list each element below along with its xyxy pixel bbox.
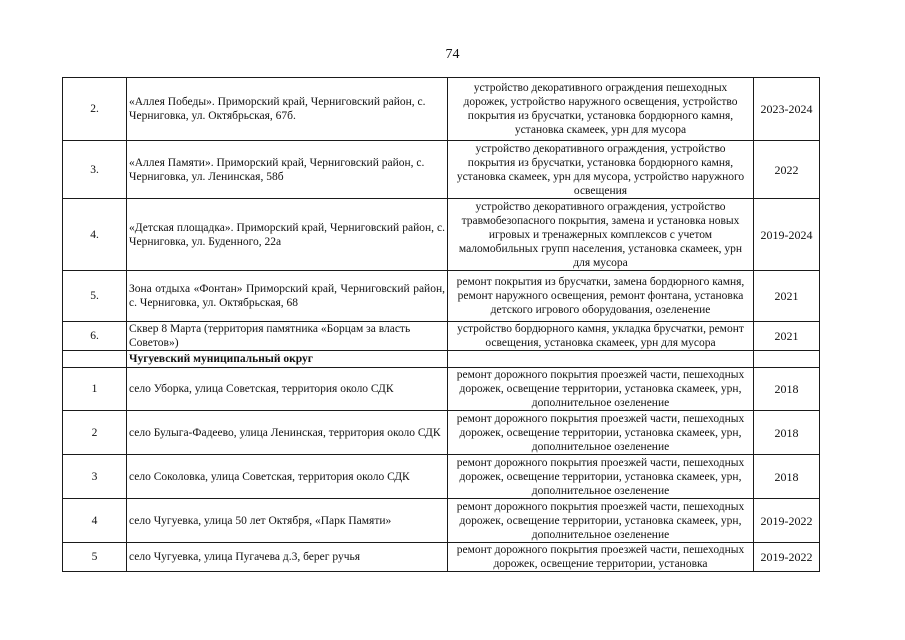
- works-table: [62, 77, 820, 572]
- years-cell: 2019-2022: [754, 543, 820, 572]
- table-row: [63, 411, 820, 455]
- table-row: [63, 455, 820, 499]
- years-cell: 2019-2022: [754, 499, 820, 543]
- table-row: [63, 199, 820, 271]
- location-cell: село Чугуевка, улица 50 лет Октября, «Парк Памяти»: [127, 499, 448, 543]
- years-cell: 2021: [754, 271, 820, 322]
- row-number: 1: [63, 368, 127, 411]
- years-cell: 2019-2024: [754, 199, 820, 271]
- table-row: [63, 78, 820, 141]
- works-cell: ремонт покрытия из брусчатки, замена бордюрного камня, ремонт наружного освещения, ремонт фонтана, установка детского игрового оборудования, озеленение: [448, 271, 754, 322]
- works-cell: ремонт дорожного покрытия проезжей части, пешеходных дорожек, освещение территории, установка скамеек, урн, дополнительное озеленение: [448, 499, 754, 543]
- row-number: 2.: [63, 78, 127, 141]
- row-number: 2: [63, 411, 127, 455]
- location-cell: «Аллея Памяти». Приморский край, Черниговский район, с. Черниговка, ул. Ленинская, 58б: [127, 141, 448, 199]
- location-cell: село Соколовка, улица Советская, территория около СДК: [127, 455, 448, 499]
- location-cell: «Аллея Победы». Приморский край, Черниговский район, с. Черниговка, ул. Октябрьская, 67б.: [127, 78, 448, 141]
- years-cell: 2023-2024: [754, 78, 820, 141]
- years-cell: 2022: [754, 141, 820, 199]
- table-row: [63, 368, 820, 411]
- page-number: 74: [445, 47, 460, 62]
- section-header-row: [63, 351, 820, 368]
- years-cell: 2021: [754, 322, 820, 351]
- works-cell: ремонт дорожного покрытия проезжей части, пешеходных дорожек, освещение территории, установка скамеек, урн, дополнительное озеленение: [448, 368, 754, 411]
- table-row: [63, 271, 820, 322]
- section-number-cell: [63, 351, 127, 368]
- works-cell: устройство бордюрного камня, укладка брусчатки, ремонт освещения, установка скамеек, урн для мусора: [448, 322, 754, 351]
- works-cell: устройство декоративного ограждения пешеходных дорожек, устройство наружного освещения, устройство покрытия из брусчатки, установка бордюрного камня, установка скамеек, урн для мусора: [448, 78, 754, 141]
- years-cell: 2018: [754, 455, 820, 499]
- section-years-cell: [754, 351, 820, 368]
- row-number: 5: [63, 543, 127, 572]
- works-cell: устройство декоративного ограждения, устройство покрытия из брусчатки, установка бордюрного камня, установка скамеек, урн для мусора, устройство наружного освещения: [448, 141, 754, 199]
- row-number: 6.: [63, 322, 127, 351]
- row-number: 5.: [63, 271, 127, 322]
- location-cell: село Булыга-Фадеево, улица Ленинская, территория около СДК: [127, 411, 448, 455]
- row-number: 3.: [63, 141, 127, 199]
- table-row: [63, 322, 820, 351]
- location-cell: село Уборка, улица Советская, территория около СДК: [127, 368, 448, 411]
- works-cell: ремонт дорожного покрытия проезжей части, пешеходных дорожек, освещение территории, установка: [448, 543, 754, 572]
- section-works-cell: [448, 351, 754, 368]
- section-title: Чугуевский муниципальный округ: [127, 351, 448, 368]
- table-row: [63, 499, 820, 543]
- years-cell: 2018: [754, 411, 820, 455]
- location-cell: «Детская площадка». Приморский край, Черниговский район, с. Черниговка, ул. Буденного, 22а: [127, 199, 448, 271]
- works-cell: устройство декоративного ограждения, устройство травмобезопасного покрытия, замена и установка новых игровых и тренажерных комплексов с учетом маломобильных групп населения, установка скамеек, урн для мусора: [448, 199, 754, 271]
- years-cell: 2018: [754, 368, 820, 411]
- location-cell: Сквер 8 Марта (территория памятника «Борцам за власть Советов»): [127, 322, 448, 351]
- row-number: 4: [63, 499, 127, 543]
- row-number: 4.: [63, 199, 127, 271]
- location-cell: Зона отдыха «Фонтан» Приморский край, Черниговский район, с. Черниговка, ул. Октябрьская, 68: [127, 271, 448, 322]
- row-number: 3: [63, 455, 127, 499]
- table-row: [63, 141, 820, 199]
- works-cell: ремонт дорожного покрытия проезжей части, пешеходных дорожек, освещение территории, установка скамеек, урн, дополнительное озеленение: [448, 411, 754, 455]
- works-cell: ремонт дорожного покрытия проезжей части, пешеходных дорожек, освещение территории, установка скамеек, урн, дополнительное озеленение: [448, 455, 754, 499]
- location-cell: село Чугуевка, улица Пугачева д.3, берег ручья: [127, 543, 448, 572]
- table-row: [63, 543, 820, 572]
